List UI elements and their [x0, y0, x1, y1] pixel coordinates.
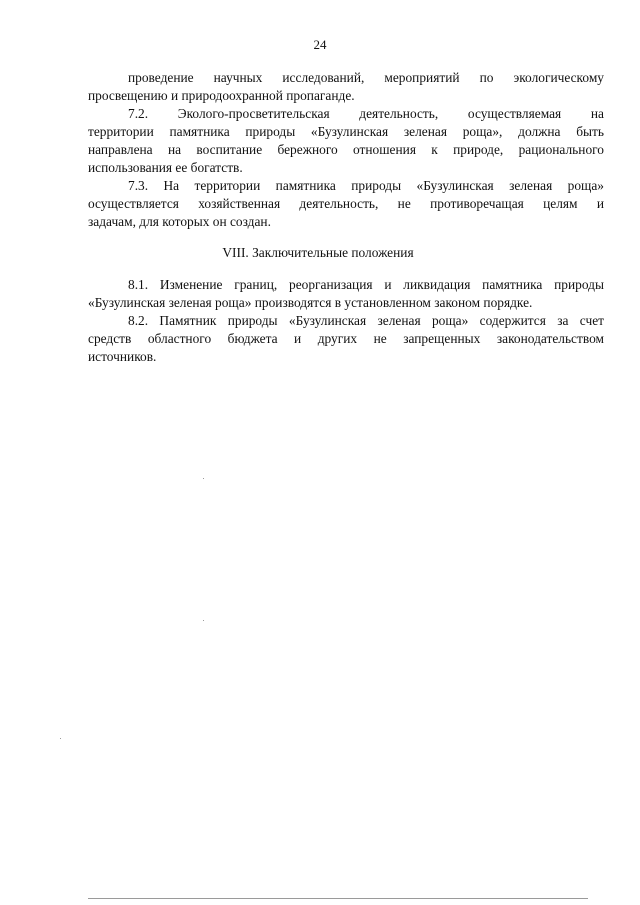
paragraph-line: 8.1. Изменение границ, реорганизация и ликвидация памятника природы [128, 277, 604, 292]
page-number: 24 [313, 37, 327, 52]
paragraph-line: средств областного бюджета и других не запрещенных законодательством [88, 331, 604, 346]
paragraph-line: осуществляется хозяйственная деятельность, не противоречащая целям и [88, 196, 604, 211]
paragraph-line: просвещению и природоохранной пропаганде. [88, 88, 355, 103]
paragraph-line: 7.3. На территории памятника природы «Бузулинская зеленая роща» [128, 178, 604, 193]
paragraph-line: направлена на воспитание бережного отношения к природе, рационального [88, 142, 604, 157]
scan-edge-line [88, 898, 588, 899]
scan-speck [203, 478, 204, 479]
paragraph-line: использования ее богатств. [88, 160, 243, 175]
scan-speck [203, 620, 204, 621]
paragraph-line: проведение научных исследований, мероприятий по экологическому [128, 70, 604, 85]
paragraph-line: «Бузулинская зеленая роща» производятся в установленном законом порядке. [88, 295, 533, 310]
paragraph-line: 8.2. Памятник природы «Бузулинская зеленая роща» содержится за счет [128, 313, 604, 328]
scan-speck [60, 738, 61, 739]
section-heading: VIII. Заключительные положения [222, 245, 414, 260]
paragraph-line: 7.2. Эколого-просветительская деятельность, осуществляемая на [128, 106, 604, 121]
paragraph-line: источников. [88, 349, 157, 364]
paragraph-line: территории памятника природы «Бузулинская зеленая роща», должна быть [88, 124, 604, 139]
paragraph-line: задачам, для которых он создан. [88, 214, 271, 229]
